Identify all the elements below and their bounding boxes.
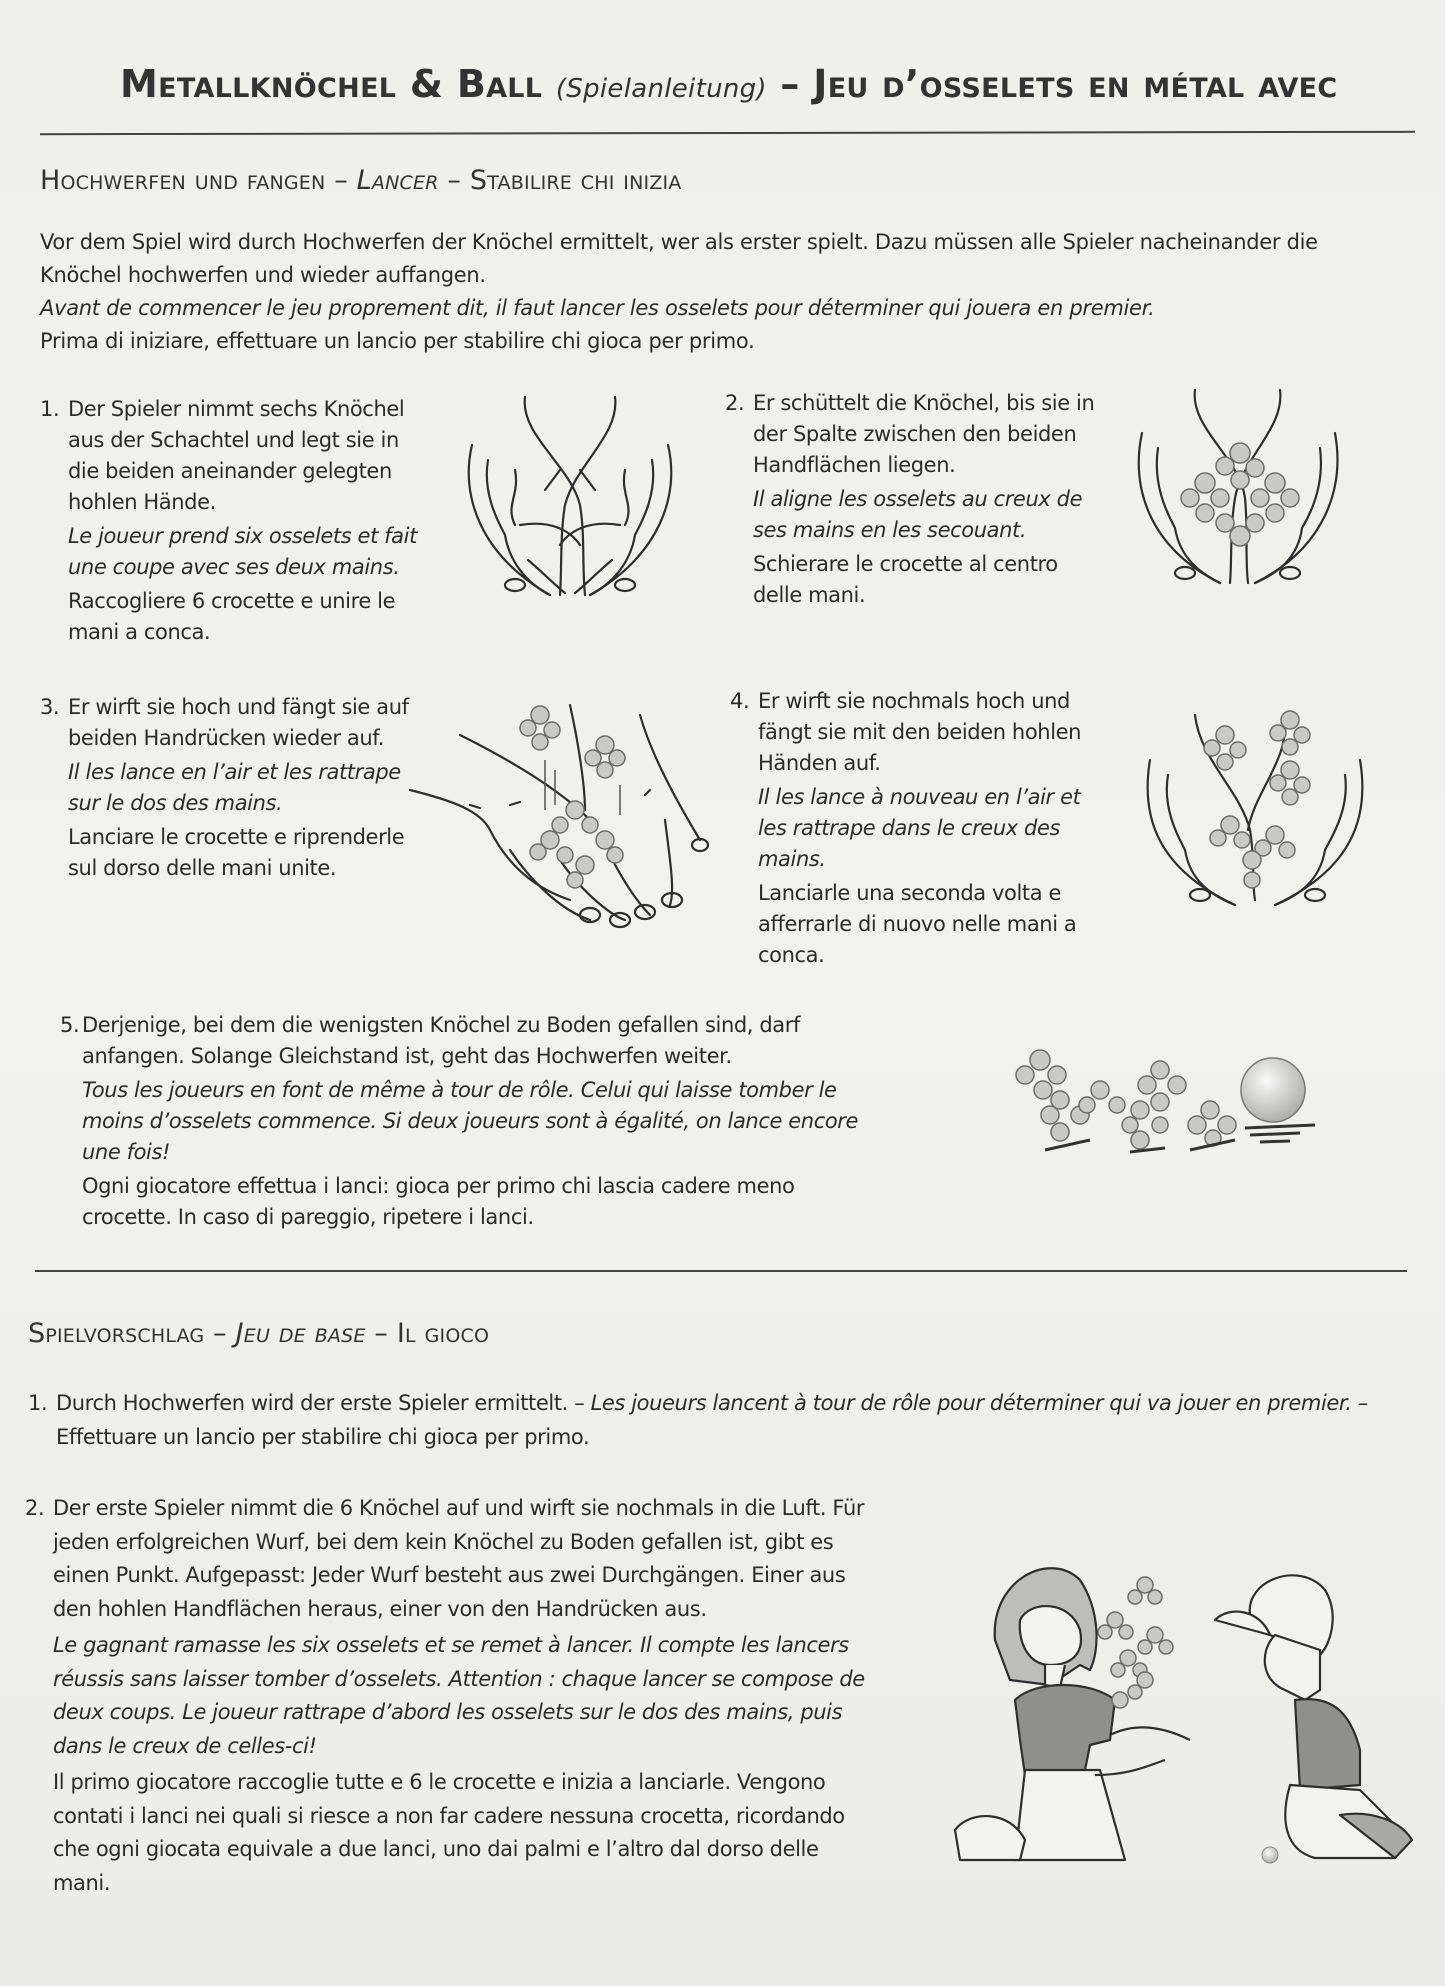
heading-it: Il gioco — [396, 1318, 490, 1349]
heading-separator: – — [325, 165, 357, 196]
section-divider — [35, 1270, 1407, 1272]
title-divider — [40, 131, 1415, 135]
game-step-2 — [25, 1492, 870, 1903]
title-separator: – — [766, 62, 814, 106]
back-of-hands-catching-illustration — [410, 690, 710, 935]
title-subtitle: (Spielanleitung) — [555, 74, 767, 104]
step-text-fr: Tous les joueurs en font de même à tour de rôle. Celui qui laisse tomber le moins d’osselets commence. Si deux joueurs sont à égalité, on lance encore une fois! — [82, 1078, 859, 1164]
intro-de: Vor dem Spiel wird durch Hochwerfen der Knöchel ermittelt, wer als erster spielt. Dazu müssen alle Spieler nacheinander die Knöchel hochwerfen und wieder auffangen. — [40, 230, 1318, 287]
step-number: 1. — [40, 397, 60, 421]
ball-icon — [1262, 1847, 1278, 1863]
step-text-fr: Il aligne les osselets au creux de ses mains en les secouant. — [753, 487, 1083, 542]
step-text-it: – Effettuare un lancio per stabilire chi gioca per primo. — [56, 1391, 1368, 1449]
heading-de: Spielvorschlag — [28, 1318, 205, 1349]
cupped-hands-catching-illustration — [1140, 700, 1370, 910]
step-1 — [40, 394, 430, 651]
heading-separator: – — [365, 1318, 397, 1349]
step-number: 4. — [730, 689, 750, 713]
step-text-fr: Les joueurs lancent à tour de rôle pour déterminer qui va jouer en premier. — [590, 1391, 1352, 1415]
step-number: 2. — [25, 1496, 45, 1520]
cupped-hands-empty-illustration — [460, 395, 680, 600]
heading-it: Stabilire chi inizia — [469, 165, 682, 196]
heading-separator: – — [204, 1318, 236, 1349]
jacks-and-ball-illustration — [1005, 1040, 1325, 1160]
step-text-de: Er wirft sie nochmals hoch und fängt sie mit den beiden hohlen Händen auf. — [758, 689, 1082, 775]
intro-it: Prima di iniziare, effettuare un lancio per stabilire chi gioca per primo. — [40, 329, 755, 353]
step-text-fr: Il les lance à nouveau en l’air et les rattrape dans le creux des mains. — [758, 785, 1081, 871]
step-number: 3. — [40, 695, 60, 719]
step-text-de: Derjenige, bei dem die wenigsten Knöchel zu Boden gefallen sind, darf anfangen. Solange Gleichstand ist, geht das Hochwerfen weiter. — [82, 1013, 800, 1068]
step-text-it: Il primo giocatore raccoglie tutte e 6 le crocette e inizia a lanciarle. Vengono contati i lanci nei quali si riesce a non far cadere nessuna crocetta, ricordando che ogni giocata equivale a due lanci, uno dai palmi e l’altro dal dorso delle mani. — [53, 1770, 845, 1895]
step-text-it: Raccogliere 6 crocette e unire le mani a conca. — [68, 589, 396, 644]
step-text-fr: Le gagnant ramasse les six osselets et se remet à lancer. Il compte les lancers réussis sans laisser tomber d’osselets. Attention : chaque lancer se compose de deux coups. Le joueur rattrape d’abord les osselets sur le dos des mains, puis dans le creux de celles-ci! — [53, 1633, 865, 1758]
cupped-hands-with-jacks-illustration — [1130, 388, 1350, 588]
step-5 — [60, 1010, 880, 1236]
step-4 — [730, 686, 1090, 974]
step-2 — [725, 388, 1095, 614]
step-text-it: Ogni giocatore effettua i lanci: gioca per primo chi lascia cadere meno crocette. In caso di pareggio, ripetere i lanci. — [82, 1174, 795, 1229]
title-de: Metallknöchel & Ball — [120, 62, 543, 106]
game-step-1 — [28, 1386, 1398, 1454]
step-text-de: Der Spieler nimmt sechs Knöchel aus der Schachtel und legt sie in die beiden aneinander gelegten hohlen Hände. — [68, 397, 405, 514]
step-3 — [40, 692, 410, 887]
section-heading-jeu-de-base — [28, 1318, 489, 1349]
ball-icon — [1241, 1058, 1305, 1122]
step-text-de: Er schüttelt die Knöchel, bis sie in der Spalte zwischen den beiden Handflächen liegen. — [753, 391, 1095, 477]
step-text-it: Lanciare le crocette e riprenderle sul dorso delle mani unite. — [68, 825, 405, 880]
section-intro — [40, 226, 1360, 358]
section-heading-lancer — [40, 165, 682, 196]
step-text-de: Er wirft sie hoch und fängt sie auf beiden Handrücken wieder auf. — [68, 695, 409, 750]
intro-fr: Avant de commencer le jeu proprement dit, il faut lancer les osselets pour déterminer qui jouera en premier. — [40, 296, 1155, 320]
title-fr: Jeu d’osselets en métal avec — [813, 62, 1338, 106]
step-text-de: Durch Hochwerfen wird der erste Spieler ermittelt. – — [56, 1391, 591, 1415]
heading-de: Hochwerfen und fangen — [40, 165, 326, 196]
step-text-fr: Il les lance en l’air et les rattrape sur le dos des mains. — [68, 760, 401, 815]
heading-fr: Lancer — [356, 165, 439, 196]
heading-separator: – — [438, 165, 470, 196]
step-number: 2. — [725, 391, 745, 415]
step-text-de: Der erste Spieler nimmt die 6 Knöchel auf und wirft sie nochmals in die Luft. Für jeden erfolgreichen Wurf, bei dem kein Knöchel zu Boden gefallen ist, gibt es einen Punkt. Aufgepasst: Jeder Wurf besteht aus zwei Durchgängen. Einer aus den hohlen Handflächen heraus, einer von den Handrücken aus. — [53, 1496, 865, 1621]
step-text-it: Schierare le crocette al centro delle mani. — [753, 552, 1058, 607]
step-text-it: Lanciarle una seconda volta e afferrarle di nuovo nelle mani a conca. — [758, 881, 1077, 967]
page-title — [120, 62, 1440, 106]
step-text-fr: Le joueur prend six osselets et fait une coupe avec ses deux mains. — [68, 524, 417, 579]
step-number: 5. — [60, 1013, 80, 1037]
heading-fr: Jeu de base — [235, 1318, 366, 1349]
step-number: 1. — [28, 1391, 48, 1415]
children-playing-jacks-illustration — [940, 1540, 1440, 1840]
